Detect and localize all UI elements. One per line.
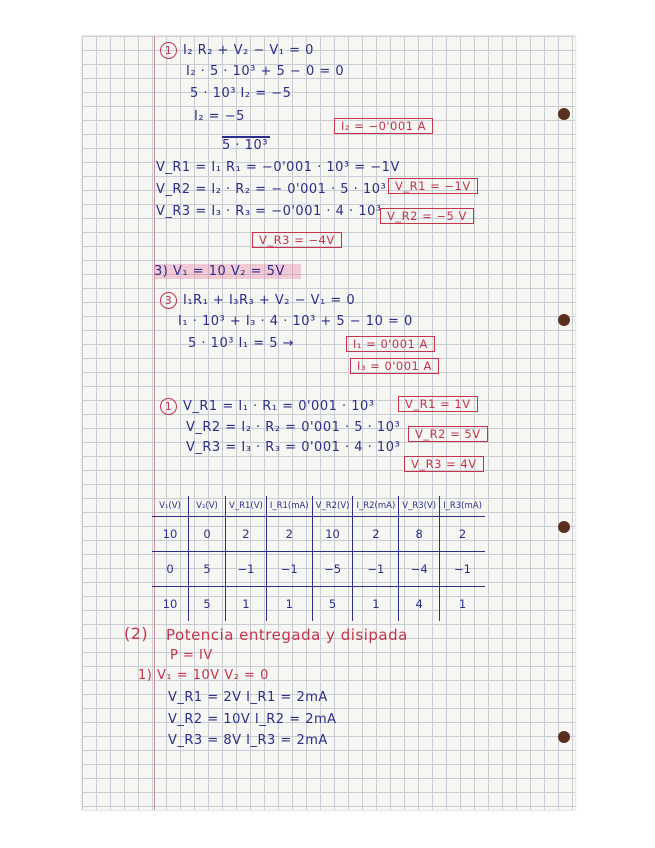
table-row (152, 517, 485, 552)
table-cell: 1 (458, 597, 467, 611)
table-cell: 5 (189, 587, 226, 622)
result-box-i1: I₁ = 0'001 A (346, 336, 435, 352)
part2-formula: P = IV (170, 648, 213, 663)
part2-row3: V_R3 = 8V I_R3 = 2mA (168, 733, 328, 748)
table-cell: 2 (353, 517, 399, 552)
circled-number: 1 (160, 42, 177, 59)
table-cell: 10 (152, 587, 189, 622)
table-cell: 2 (226, 517, 267, 552)
section3-vr2: V_R2 = I₂ · R₂ = 0'001 · 5 · 10³ (186, 420, 401, 435)
table-header: V₂(V) (189, 496, 226, 517)
part1-vr2: V_R2 = I₂ · R₂ = − 0'001 · 5 · 10³ (156, 182, 387, 197)
result-box-vr3: V_R3 = −4V (252, 232, 342, 248)
section3-eq2: I₁ · 10³ + I₃ · 4 · 10³ + 5 − 10 = 0 (178, 314, 413, 329)
table-cell: 1 (353, 587, 399, 622)
table-cell: 0 (152, 552, 189, 587)
part1-equation-header: 1 I₂ R₂ + V₂ − V₁ = 0 (160, 42, 314, 59)
part2-title: Potencia entregada y disipada (166, 626, 408, 644)
part1-eq4: I₂ = −5 (194, 109, 245, 124)
circled-number: 1 (160, 398, 177, 415)
result-box-vr3b: V_R3 = 4V (404, 456, 484, 472)
table-header: I_R3(mA) (440, 496, 485, 517)
section3-eq1: 3 I₁R₁ + I₃R₃ + V₂ − V₁ = 0 (160, 292, 355, 309)
table-row (152, 587, 485, 622)
result-box-vr2b: V_R2 = 5V (408, 426, 488, 442)
table-cell: −1 (266, 552, 312, 587)
table-header: V_R1(V) (226, 496, 267, 517)
table-cell: −1 (353, 552, 399, 587)
table-cell: −4 (399, 552, 440, 587)
table-header-row (152, 496, 485, 517)
part2-row2: V_R2 = 10V I_R2 = 2mA (168, 712, 337, 727)
part2-case1: 1) V₁ = 10V V₂ = 0 (138, 668, 269, 683)
margin-line (154, 36, 155, 810)
binder-hole (558, 108, 570, 120)
binder-hole (558, 314, 570, 326)
table-header: I_R1(mA) (266, 496, 312, 517)
section3-eq3: 5 · 10³ I₁ = 5 → (188, 336, 295, 351)
table-cell: 4 (399, 587, 440, 622)
result-box-i2: I₂ = −0'001 A (334, 118, 433, 134)
table-header: V₁(V) (152, 496, 189, 517)
circled-number: 3 (160, 292, 177, 309)
table-cell: −1 (226, 552, 267, 587)
table-cell: −1 (440, 552, 485, 587)
binder-hole (558, 731, 570, 743)
table-cell: 5 (189, 552, 226, 587)
part2-row1: V_R1 = 2V I_R1 = 2mA (168, 690, 328, 705)
table-header: I_R2(mA) (353, 496, 399, 517)
table-cell: 1 (226, 587, 267, 622)
table-cell: −5 (312, 552, 353, 587)
result-box-vr1: V_R1 = −1V (388, 178, 478, 194)
part1-vr3: V_R3 = I₃ · R₃ = −0'001 · 4 · 10³ (156, 204, 382, 219)
table-cell: 2 (266, 517, 312, 552)
table-header: V_R2(V) (312, 496, 353, 517)
part1-vr1: V_R1 = I₁ R₁ = −0'001 · 10³ = −1V (156, 160, 400, 175)
table-header: V_R3(V) (399, 496, 440, 517)
section3-vr3: V_R3 = I₃ · R₃ = 0'001 · 4 · 10³ (186, 440, 401, 455)
part1-eq2: I₂ · 5 · 10³ + 5 − 0 = 0 (186, 64, 345, 79)
table-cell: 10 (152, 517, 189, 552)
table-cell: 10 (312, 517, 353, 552)
result-box-vr2: V_R2 = −5 V (380, 208, 474, 224)
section3-vr1: 1 V_R1 = I₁ · R₁ = 0'001 · 10³ (160, 398, 375, 415)
part2-number: (2) (124, 624, 149, 643)
result-box-vr1b: V_R1 = 1V (398, 396, 478, 412)
table-cell: 8 (399, 517, 440, 552)
notebook-page (82, 36, 575, 810)
binder-hole (558, 521, 570, 533)
table-cell: 5 (312, 587, 353, 622)
part1-eq5: 5 · 10³ (222, 138, 268, 153)
table-row (152, 552, 485, 587)
part1-eq3: 5 · 10³ I₂ = −5 (190, 86, 292, 101)
table-cell: 1 (266, 587, 312, 622)
section3-header: 3) V₁ = 10 V₂ = 5V (154, 264, 301, 279)
table-cell: 2 (440, 517, 485, 552)
result-box-i3: I₃ = 0'001 A (350, 358, 439, 374)
table-cell: 0 (189, 517, 226, 552)
results-table (152, 496, 485, 621)
